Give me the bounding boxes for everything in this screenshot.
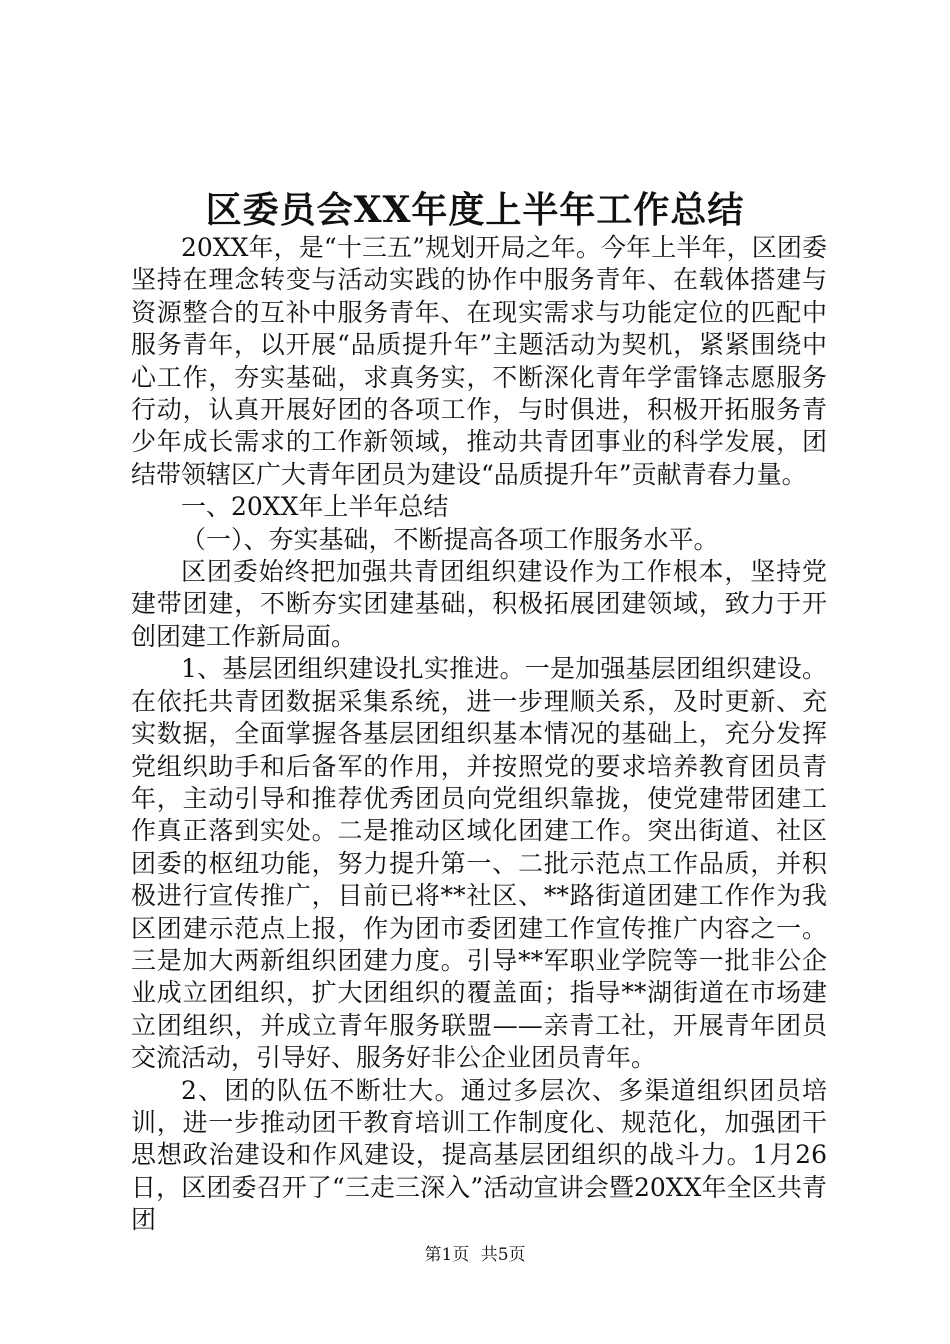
body-paragraph: 2、团的队伍不断壮大。通过多层次、多渠道组织团员培训，进一步推动团干教育培训工作制度化、规范化，加强团干思想政治建设和作风建设，提高基层团组织的战斗力。1月26日，区团委召开了“三走三深入”活动宣讲会暨20XX年全区共青团 xyxy=(131,1075,827,1235)
document-body xyxy=(131,232,827,1237)
document-title: 区委员会XX年度上半年工作总结 xyxy=(205,189,745,231)
body-paragraph: 区团委始终把加强共青团组织建设作为工作根本，坚持党建带团建，不断夯实团建基础，积极拓展团建领域，致力于开创团建工作新局面。 xyxy=(131,557,827,651)
page-footer xyxy=(0,1244,950,1266)
page-number: 第1页 xyxy=(424,1245,470,1265)
subsection-heading: （一）、夯实基础，不断提高各项工作服务水平。 xyxy=(181,524,719,554)
intro-paragraph: 20XX年，是“十三五”规划开局之年。今年上半年，区团委坚持在理念转变与活动实践的协作中服务青年、在载体搭建与资源整合的互补中服务青年、在现实需求与功能定位的匹配中服务青年，以开展“品质提升年”主题活动为契机，紧紧围绕中心工作，夯实基础，求真务实，不断深化青年学雷锋志愿服务行动，认真开展好团的各项工作，与时俱进，积极开拓服务青少年成长需求的工作新领域，推动共青团事业的科学发展，团结带领辖区广大青年团员为建设“品质提升年”贡献青春力量。 xyxy=(131,233,827,489)
section-heading: 一、20XX年上半年总结 xyxy=(181,492,449,522)
body-paragraph: 1、基层团组织建设扎实推进。一是加强基层团组织建设。在依托共青团数据采集系统，进一步理顺关系，及时更新、充实数据，全面掌握各基层团组织基本情况的基础上，充分发挥党组织助手和后备军的作用，并按照党的要求培养教育团员青年，主动引导和推荐优秀团员向党组织靠拢，使党建带团建工作真正落到实处。二是推动区域化团建工作。突出街道、社区团委的枢纽功能，努力提升第一、二批示范点工作品质，并积极进行宣传推广，目前已将**社区、**路街道团建工作作为我区团建示范点上报，作为团市委团建工作宣传推广内容之一。三是加大两新组织团建力度。引导**军职业学院等一批非公企业成立团组织，扩大团组织的覆盖面；指导**湖街道在市场建立团组织，并成立青年服务联盟——亲青工社，开展青年团员交流活动，引导好、服务好非公企业团员青年。 xyxy=(131,654,827,1073)
page-total: 共5页 xyxy=(480,1245,526,1265)
